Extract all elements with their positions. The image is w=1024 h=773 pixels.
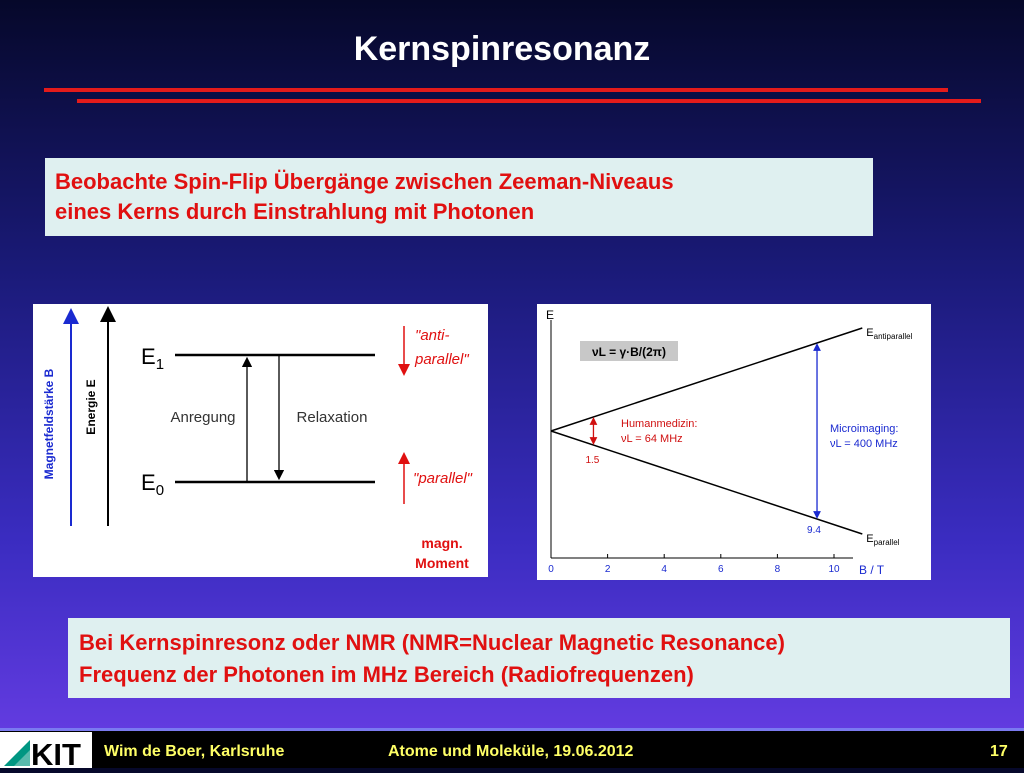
kit-logo-icon (0, 732, 92, 768)
series-label-antiparallel: $E_{antiparallel}$ (866, 327, 913, 341)
magnetic-moment-label-line-1: magn. (421, 535, 463, 551)
kit-logo-text: KIT (31, 737, 81, 768)
annotation-title-microimaging: Microimaging: (830, 423, 899, 435)
x-tick-label-2: 2 (604, 564, 611, 575)
chart-x-axis-label: B / T (859, 563, 885, 577)
relaxation-label: Relaxation (296, 409, 368, 426)
footer-course: Atome und Moleküle, 19.06.2012 (388, 743, 634, 760)
kit-logo (0, 732, 92, 768)
footer-bar (0, 728, 1024, 768)
footer-page-number: 17 (990, 743, 1008, 760)
magnetic-moment-label-line-2: Moment (415, 555, 469, 571)
energy-level-svg (33, 304, 488, 577)
magnetic-field-axis-label: Magnetfeldstärke B (42, 368, 56, 480)
anti-parallel-label-line-2: parallel" (415, 351, 469, 368)
level-e1-label: $E_1$ (141, 344, 165, 373)
annotation-title-humanmedizin: Humanmedizin: (621, 418, 698, 430)
annotation-value-humanmedizin: 1.5 (585, 455, 600, 467)
x-tick-label-0: 0 (548, 564, 554, 575)
anti-parallel-label-line-1: "anti- (415, 327, 450, 344)
intro-text-box (45, 158, 873, 236)
slide-title: Kernspinresonanz (353, 30, 651, 68)
x-tick-label-6: 6 (718, 564, 724, 575)
x-tick-label-8: 8 (774, 564, 781, 575)
chart-y-axis-label: E (546, 308, 555, 322)
x-tick-label-10: 10 (828, 564, 840, 575)
excitation-label: Anregung (170, 409, 236, 426)
annotation-value-microimaging: 9.4 (807, 525, 821, 537)
title-underline-top (44, 88, 948, 92)
intro-line-1: Beobachte Spin-Flip Übergänge zwischen Zeeman-Niveaus (55, 169, 674, 194)
footer-author: Wim de Boer, Karlsruhe (104, 743, 285, 760)
annotation-frequency-humanmedizin: νL = 64 MHz (621, 433, 683, 445)
zeeman-chart-svg (537, 304, 931, 580)
series-line-parallel (551, 431, 862, 537)
summary-line-1: Bei Kernspinresonz oder NMR (NMR=Nuclear Magnetic Resonance) (79, 630, 785, 655)
annotation-frequency-microimaging: νL = 400 MHz (830, 438, 898, 450)
energy-axis-label: Energie E (84, 379, 98, 435)
summary-text-box (68, 618, 1010, 698)
energy-level-diagram (33, 304, 488, 577)
series-label-parallel: $E_{parallel}$ (866, 533, 900, 547)
level-e0-label: $E_0$ (141, 470, 165, 499)
zeeman-chart (537, 304, 931, 580)
formula-label: νL = γ·B/(2π) (592, 345, 666, 359)
title-underline-bottom (77, 99, 981, 103)
intro-line-2: eines Kerns durch Einstrahlung mit Photonen (55, 199, 535, 224)
x-tick-label-4: 4 (661, 564, 667, 575)
footer-top-stripe (0, 728, 1024, 731)
parallel-label: "parallel" (413, 470, 473, 487)
summary-line-2: Frequenz der Photonen im MHz Bereich (Radiofrequenzen) (79, 662, 694, 687)
